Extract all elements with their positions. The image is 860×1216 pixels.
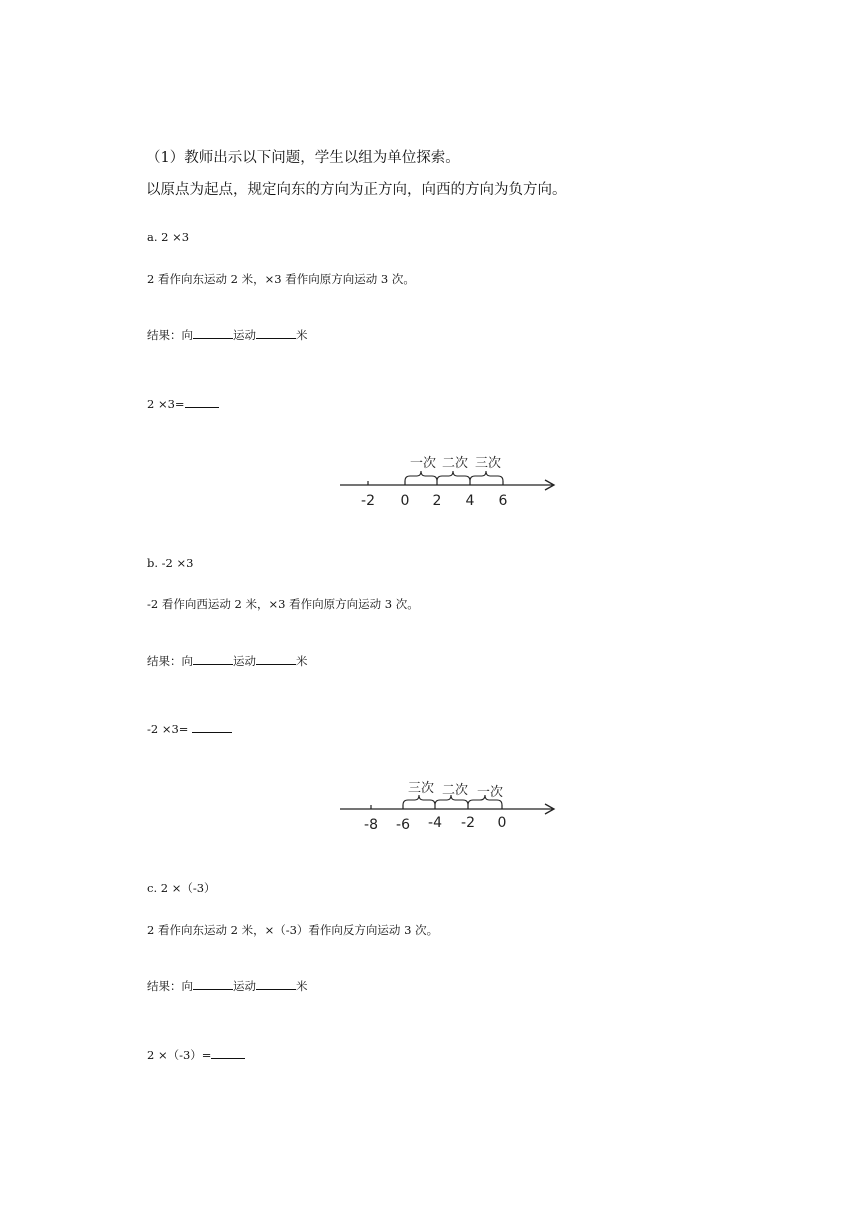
case-c-result: [147, 979, 308, 993]
equation-text: 2 ×3=: [147, 397, 185, 411]
tick-label: -2: [461, 815, 475, 831]
answer-blank[interactable]: [185, 397, 219, 408]
distance-blank[interactable]: [256, 328, 296, 339]
distance-blank[interactable]: [256, 979, 296, 990]
tick-label: 6: [498, 493, 508, 509]
intro-line-2: 以原点为起点，规定向东的方向为正方向，向西的方向为负方向。: [146, 182, 567, 198]
case-c-equation: [147, 1048, 245, 1062]
brace-3: [403, 795, 435, 805]
brace-1: [405, 471, 437, 481]
direction-blank[interactable]: [193, 328, 233, 339]
brace-3: [470, 471, 503, 481]
tick-label: -6: [396, 817, 410, 833]
brace-label: 三次: [407, 781, 435, 796]
brace-label: 二次: [441, 783, 469, 798]
result-suffix: 米: [296, 654, 308, 668]
number-line-b: [335, 774, 567, 840]
distance-blank[interactable]: [256, 654, 296, 665]
case-a-equation: [147, 397, 219, 411]
result-suffix: 米: [296, 328, 308, 342]
case-b-result: [147, 654, 308, 668]
equation-text: -2 ×3=: [147, 722, 193, 736]
case-b-equation: [147, 722, 232, 736]
result-prefix: 结果：向: [147, 328, 193, 342]
brace-label: 二次: [441, 456, 469, 471]
equation-text: 2 ×（-3）=: [147, 1048, 212, 1062]
tick-label: 4: [465, 493, 475, 509]
tick-label: 0: [400, 493, 410, 509]
result-mid: 运动: [233, 654, 256, 668]
case-a-result: [147, 328, 308, 342]
number-line-a: [335, 447, 567, 513]
brace-label: 一次: [409, 456, 437, 471]
answer-blank[interactable]: [211, 1048, 245, 1059]
brace-label: 三次: [474, 456, 502, 471]
result-mid: 运动: [233, 328, 256, 342]
intro-line-1: （1）教师出示以下问题，学生以组为单位探索。: [146, 150, 460, 166]
case-b-description: -2 看作向西运动 2 米，×3 看作向原方向运动 3 次。: [147, 597, 419, 611]
tick-label: -8: [364, 817, 378, 833]
tick-label: 0: [497, 815, 507, 831]
brace-2: [437, 471, 470, 481]
case-c-description: 2 看作向东运动 2 米，×（-3）看作向反方向运动 3 次。: [147, 923, 439, 937]
case-c-title: c. 2 ×（-3）: [147, 881, 216, 895]
tick-label: -2: [361, 493, 375, 509]
tick-label: 2: [432, 493, 442, 509]
direction-blank[interactable]: [193, 654, 233, 665]
result-prefix: 结果：向: [147, 979, 193, 993]
case-a-description: 2 看作向东运动 2 米，×3 看作向原方向运动 3 次。: [147, 272, 415, 286]
tick-label: -4: [428, 815, 442, 831]
result-mid: 运动: [233, 979, 256, 993]
result-suffix: 米: [296, 979, 308, 993]
case-a-title: a. 2 ×3: [147, 230, 190, 244]
direction-blank[interactable]: [193, 979, 233, 990]
case-b-title: b. -2 ×3: [147, 556, 194, 570]
result-prefix: 结果：向: [147, 654, 193, 668]
brace-label: 一次: [476, 785, 504, 800]
answer-blank[interactable]: [192, 722, 232, 733]
